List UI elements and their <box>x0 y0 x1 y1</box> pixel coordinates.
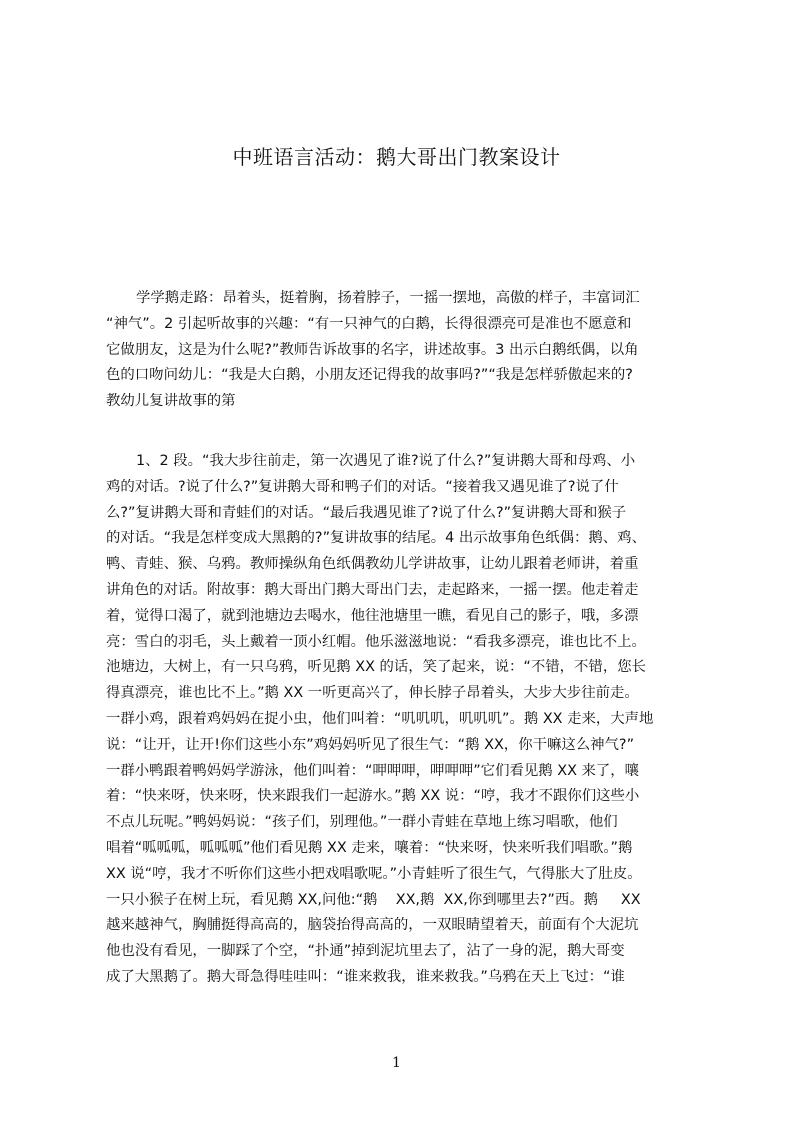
paragraph-line: 一群小鸭跟着鸭妈妈学游泳，他们叫着：“呷呷呷，呷呷呷”它们看见鹅 XX 来了，嚷 <box>106 762 640 779</box>
paragraph-line: 学学鹅走路：昂着头，挺着胸，扬着脖子，一摇一摆地，高傲的样子，丰富词汇 <box>136 290 640 306</box>
paragraph-line: 唱着“呱呱呱，呱呱呱”他们看见鹅 XX 走来，嚷着：“快来呀，快来听我们唱歌。”鹅 <box>106 839 633 856</box>
paragraph-line: 着，觉得口渴了，就到池塘边去喝水，他往池塘里一瞧，看见自己的影子，哦，多漂 <box>106 607 639 624</box>
paragraph-line: 亮：雪白的羽毛，头上戴着一顶小红帽。他乐滋滋地说：“看我多漂亮，谁也比不上。 <box>106 633 646 650</box>
paragraph-line: 池塘边，大树上，有一只乌鸦，听见鹅 XX 的话，笑了起来，说：“不错，不错，您长 <box>106 659 646 676</box>
paragraph-line: 得真漂亮，谁也比不上。”鹅 XX 一听更高兴了，伸长脖子昂着头，大步大步往前走。 <box>106 685 639 702</box>
paragraph-line: 教幼儿复讲故事的第 <box>106 393 236 410</box>
paragraph-line: 的对话。“我是怎样变成大黑鹅的?”复讲故事的结尾。4 出示故事角色纸偶：鹅、鸡、 <box>106 530 646 547</box>
paragraph-line: 么?”复讲鹅大哥和青蛙们的对话。“最后我遇见谁了?说了什么?”复讲鹅大哥和猴子 <box>106 504 627 521</box>
paragraph-line: 它做朋友，这是为什么呢?”教师告诉故事的名字，讲述故事。3 出示白鹅纸偶，以角 <box>106 341 639 358</box>
paragraph-line: 着：“快来呀，快来呀，快来跟我们一起游水。”鹅 XX 说：“哼，我才不跟你们这些小 <box>106 788 640 805</box>
paragraph-line: “神气”。2 引起听故事的兴趣：“有一只神气的白鹅，长得很漂亮可是准也不愿意和 <box>106 315 632 332</box>
paragraph-line: 说：“让开，让开!你们这些小东”鸡妈妈听见了很生气：“鹅 XX，你干嘛这么神气?” <box>106 736 635 753</box>
paragraph-line: 一群小鸡，跟着鸡妈妈在捉小虫，他们叫着：“叽叽叽，叽叽叽”。鹅 XX 走来，大声地 <box>106 710 654 727</box>
paragraph-1 <box>106 286 686 415</box>
paragraph-line: 讲角色的对话。附故事：鹅大哥出门鹅大哥出门去，走起路来，一摇一摆。他走着走 <box>106 581 639 598</box>
paragraph-line: 鸭、青蛙、猴、乌鸦。教师操纵角色纸偶教幼儿学讲故事，让幼儿跟着老师讲，着重 <box>106 556 639 573</box>
paragraph-line: 1、2 段。“我大步往前走，第一次遇见了谁?说了什么?”复讲鹅大哥和母鸡、小 <box>136 453 636 469</box>
paragraph-line: XX 说“哼，我才不听你们这些小把戏唱歌呢。”小青蛙听了很生气，气得胀大了肚皮。 <box>106 865 642 882</box>
paragraph-line: 一只小猴子在树上玩，看见鹅 XX,问他:“鹅 XX,鹅 XX,你到哪里去?”西。鹅 XX <box>106 891 641 908</box>
page-number: 1 <box>392 1055 401 1071</box>
paragraph-line: 他也没有看见，一脚踩了个空，“扑通”掉到泥坑里去了，沾了一身的泥，鹅大哥变 <box>106 943 625 960</box>
paragraph-line: 不点儿玩呢。”鸭妈妈说：“孩子们，别理他。”一群小青蛙在草地上练习唱歌，他们 <box>106 814 618 831</box>
document-title: 中班语言活动：鹅大哥出门教案设计 <box>232 145 561 169</box>
paragraph-line: 越来越神气，胸脯挺得高高的，脑袋抬得高高的，一双眼睛望着天，前面有个大泥坑 <box>106 917 639 934</box>
paragraph-line: 色的口吻问幼儿：“我是大白鹅，小朋友还记得我的故事吗?”“我是怎样骄傲起来的? <box>106 367 633 384</box>
paragraph-line: 鸡的对话。?说了什么?”复讲鹅大哥和鸭子们的对话。“接着我又遇见谁了?说了什 <box>106 478 619 495</box>
paragraph-2 <box>106 449 686 991</box>
paragraph-line: 成了大黑鹅了。鹅大哥急得哇哇叫：“谁来救我，谁来救我。”乌鸦在天上飞过：“谁 <box>106 968 625 985</box>
